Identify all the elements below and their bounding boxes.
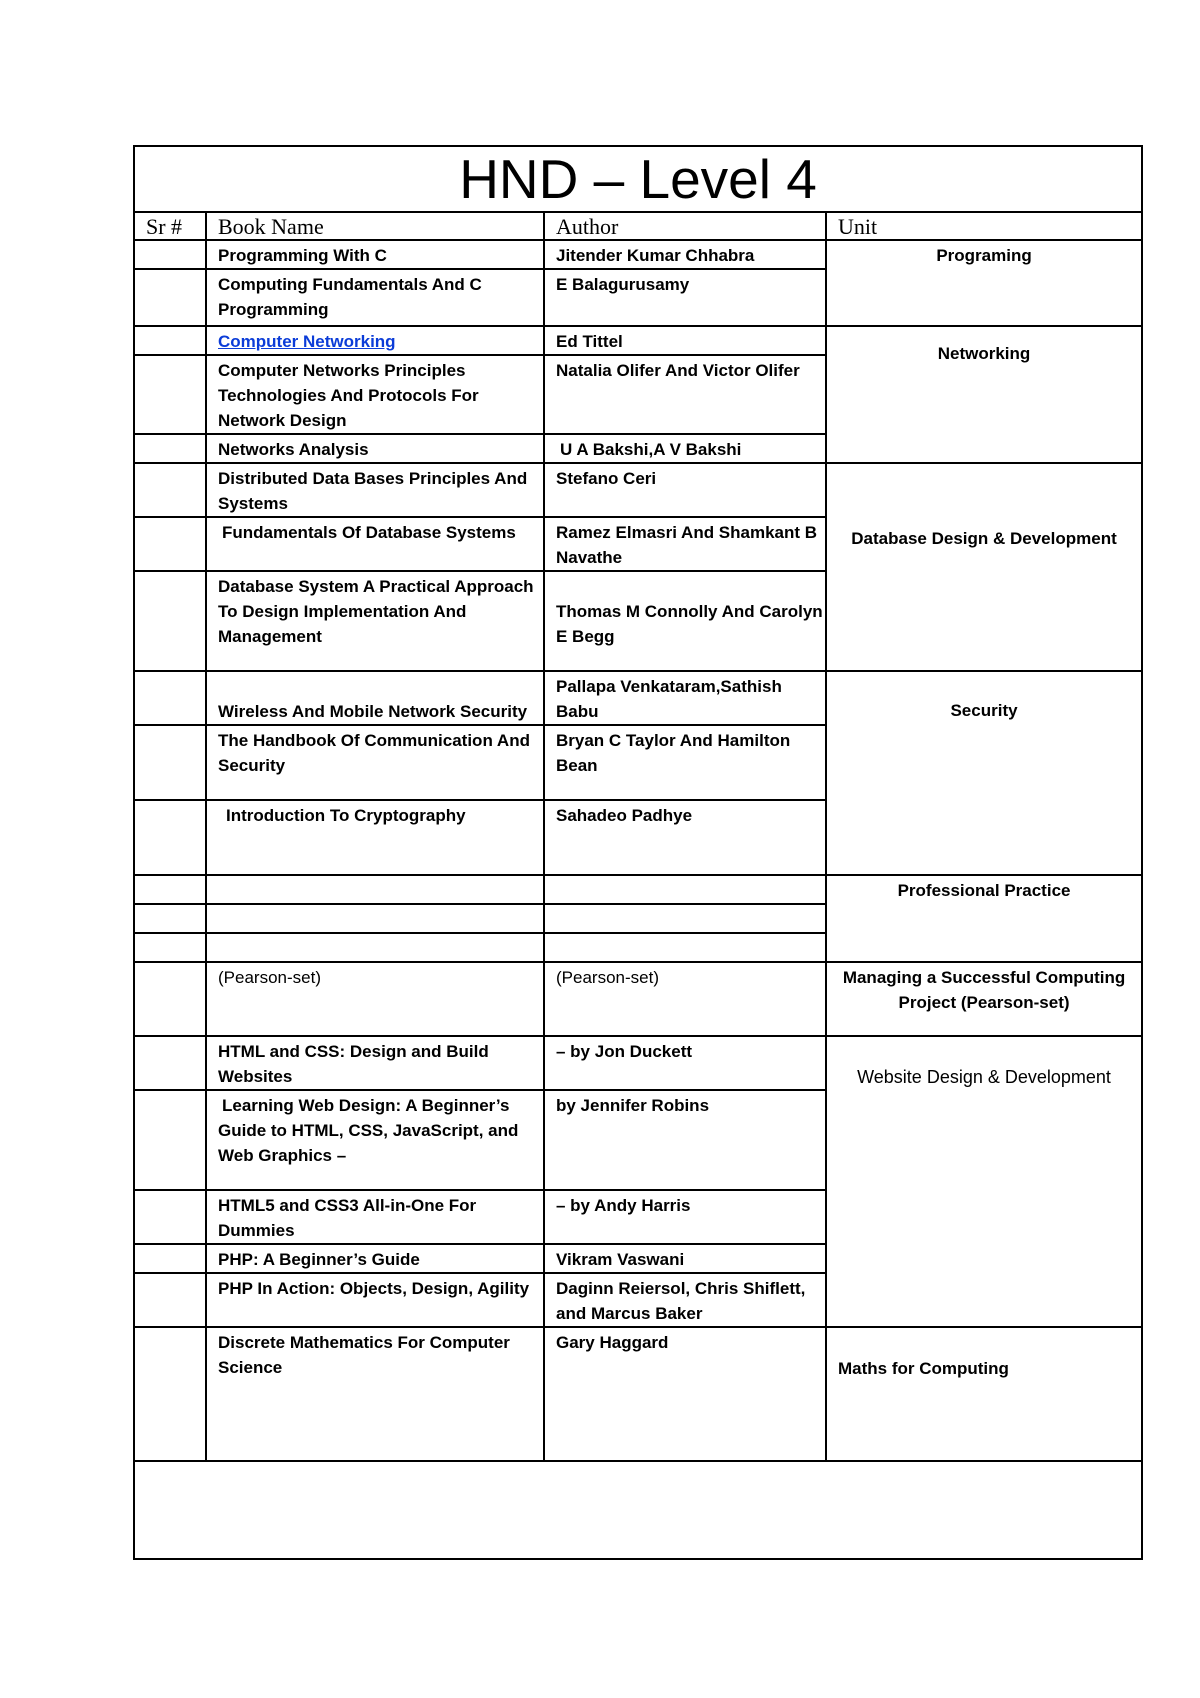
sr-cell <box>134 269 206 326</box>
author-cell: Jitender Kumar Chhabra <box>544 240 826 269</box>
author-text: U A Bakshi,A V Bakshi <box>560 440 742 459</box>
book-name-cell: Wireless And Mobile Network Security <box>206 671 544 725</box>
sr-cell <box>134 725 206 800</box>
table-row <box>134 326 1142 355</box>
sr-cell <box>134 1244 206 1273</box>
book-name-cell: HTML and CSS: Design and Build Websites <box>206 1036 544 1090</box>
book-link-computer-networking[interactable]: Computer Networking <box>218 332 396 351</box>
author-cell: Daginn Reiersol, Chris Shiflett, and Marcus Baker <box>544 1273 826 1327</box>
table-row <box>134 1036 1142 1090</box>
book-name-cell <box>206 517 544 571</box>
author-cell: Vikram Vaswani <box>544 1244 826 1273</box>
table-row <box>134 875 1142 904</box>
unit-database: Database Design & Development <box>826 463 1142 671</box>
author-cell: (Pearson-set) <box>544 962 826 1036</box>
book-name-cell: Distributed Data Bases Principles And Systems <box>206 463 544 517</box>
book-name-cell <box>206 800 544 875</box>
book-name-cell <box>206 904 544 933</box>
sr-cell <box>134 1036 206 1090</box>
book-name-cell: Computing Fundamentals And C Programming <box>206 269 544 326</box>
author-cell: E Balagurusamy <box>544 269 826 326</box>
sr-cell <box>134 463 206 517</box>
author-cell: Ed Tittel <box>544 326 826 355</box>
author-cell: – by Andy Harris <box>544 1190 826 1244</box>
sr-cell <box>134 800 206 875</box>
book-name-cell[interactable] <box>206 326 544 355</box>
book-name-text: Learning Web Design: A Beginner’s Guide to HTML, CSS, JavaScript, and Web Graphics – <box>218 1096 519 1165</box>
unit-website: Website Design & Development <box>826 1036 1142 1327</box>
author-cell: Thomas M Connolly And Carolyn E Begg <box>544 571 826 671</box>
sr-cell <box>134 326 206 355</box>
unit-security: Security <box>826 671 1142 875</box>
author-cell: Stefano Ceri <box>544 463 826 517</box>
book-name-cell: PHP: A Beginner’s Guide <box>206 1244 544 1273</box>
header-book-name: Book Name <box>206 212 544 240</box>
author-cell <box>544 933 826 962</box>
book-name-cell: Discrete Mathematics For Computer Science <box>206 1327 544 1461</box>
table-row <box>134 1327 1142 1461</box>
sr-cell <box>134 1190 206 1244</box>
book-name-cell: PHP In Action: Objects, Design, Agility <box>206 1273 544 1327</box>
sr-cell <box>134 904 206 933</box>
book-name-cell: Computer Networks Principles Technologies And Protocols For Network Design <box>206 355 544 434</box>
table-row <box>134 962 1142 1036</box>
book-name-cell <box>206 875 544 904</box>
book-list-table <box>133 145 1143 1560</box>
header-unit: Unit <box>826 212 1142 240</box>
header-author: Author <box>544 212 826 240</box>
sr-cell <box>134 1273 206 1327</box>
sr-cell <box>134 1327 206 1461</box>
table-row <box>134 240 1142 269</box>
book-name-cell <box>206 933 544 962</box>
table-row <box>134 671 1142 725</box>
book-name-cell: (Pearson-set) <box>206 962 544 1036</box>
sr-cell <box>134 671 206 725</box>
unit-networking: Networking <box>826 326 1142 463</box>
header-row <box>134 212 1142 240</box>
author-cell: by Jennifer Robins <box>544 1090 826 1190</box>
sr-cell <box>134 355 206 434</box>
book-name-cell: The Handbook Of Communication And Security <box>206 725 544 800</box>
author-cell <box>544 875 826 904</box>
sr-cell <box>134 571 206 671</box>
document-title: HND – Level 4 <box>134 146 1142 212</box>
sr-cell <box>134 434 206 463</box>
book-name-cell: Networks Analysis <box>206 434 544 463</box>
book-name-cell: Database System A Practical Approach To Design Implementation And Management <box>206 571 544 671</box>
title-row <box>134 146 1142 212</box>
book-name-cell: Programming With C <box>206 240 544 269</box>
author-cell: Bryan C Taylor And Hamilton Bean <box>544 725 826 800</box>
author-cell: Natalia Olifer And Victor Olifer <box>544 355 826 434</box>
book-name-cell <box>206 1090 544 1190</box>
unit-professional-practice: Professional Practice <box>826 875 1142 962</box>
unit-maths: Maths for Computing <box>826 1327 1142 1461</box>
bottom-row <box>134 1461 1142 1559</box>
book-name-text: Introduction To Cryptography <box>226 806 466 825</box>
sr-cell <box>134 962 206 1036</box>
author-cell: Sahadeo Padhye <box>544 800 826 875</box>
table-row <box>134 463 1142 517</box>
header-sr: Sr # <box>134 212 206 240</box>
book-name-text: Fundamentals Of Database Systems <box>222 523 516 542</box>
bottom-empty-cell <box>134 1461 1142 1559</box>
sr-cell <box>134 517 206 571</box>
author-cell <box>544 904 826 933</box>
unit-managing-project: Managing a Successful Computing Project (Pearson-set) <box>826 962 1142 1036</box>
author-cell: Pallapa Venkataram,Sathish Babu <box>544 671 826 725</box>
sr-cell <box>134 933 206 962</box>
author-cell: – by Jon Duckett <box>544 1036 826 1090</box>
sr-cell <box>134 875 206 904</box>
author-cell <box>544 434 826 463</box>
author-cell: Gary Haggard <box>544 1327 826 1461</box>
unit-programming: Programing <box>826 240 1142 326</box>
author-cell: Ramez Elmasri And Shamkant B Navathe <box>544 517 826 571</box>
sr-cell <box>134 240 206 269</box>
sr-cell <box>134 1090 206 1190</box>
book-name-cell: HTML5 and CSS3 All-in-One For Dummies <box>206 1190 544 1244</box>
